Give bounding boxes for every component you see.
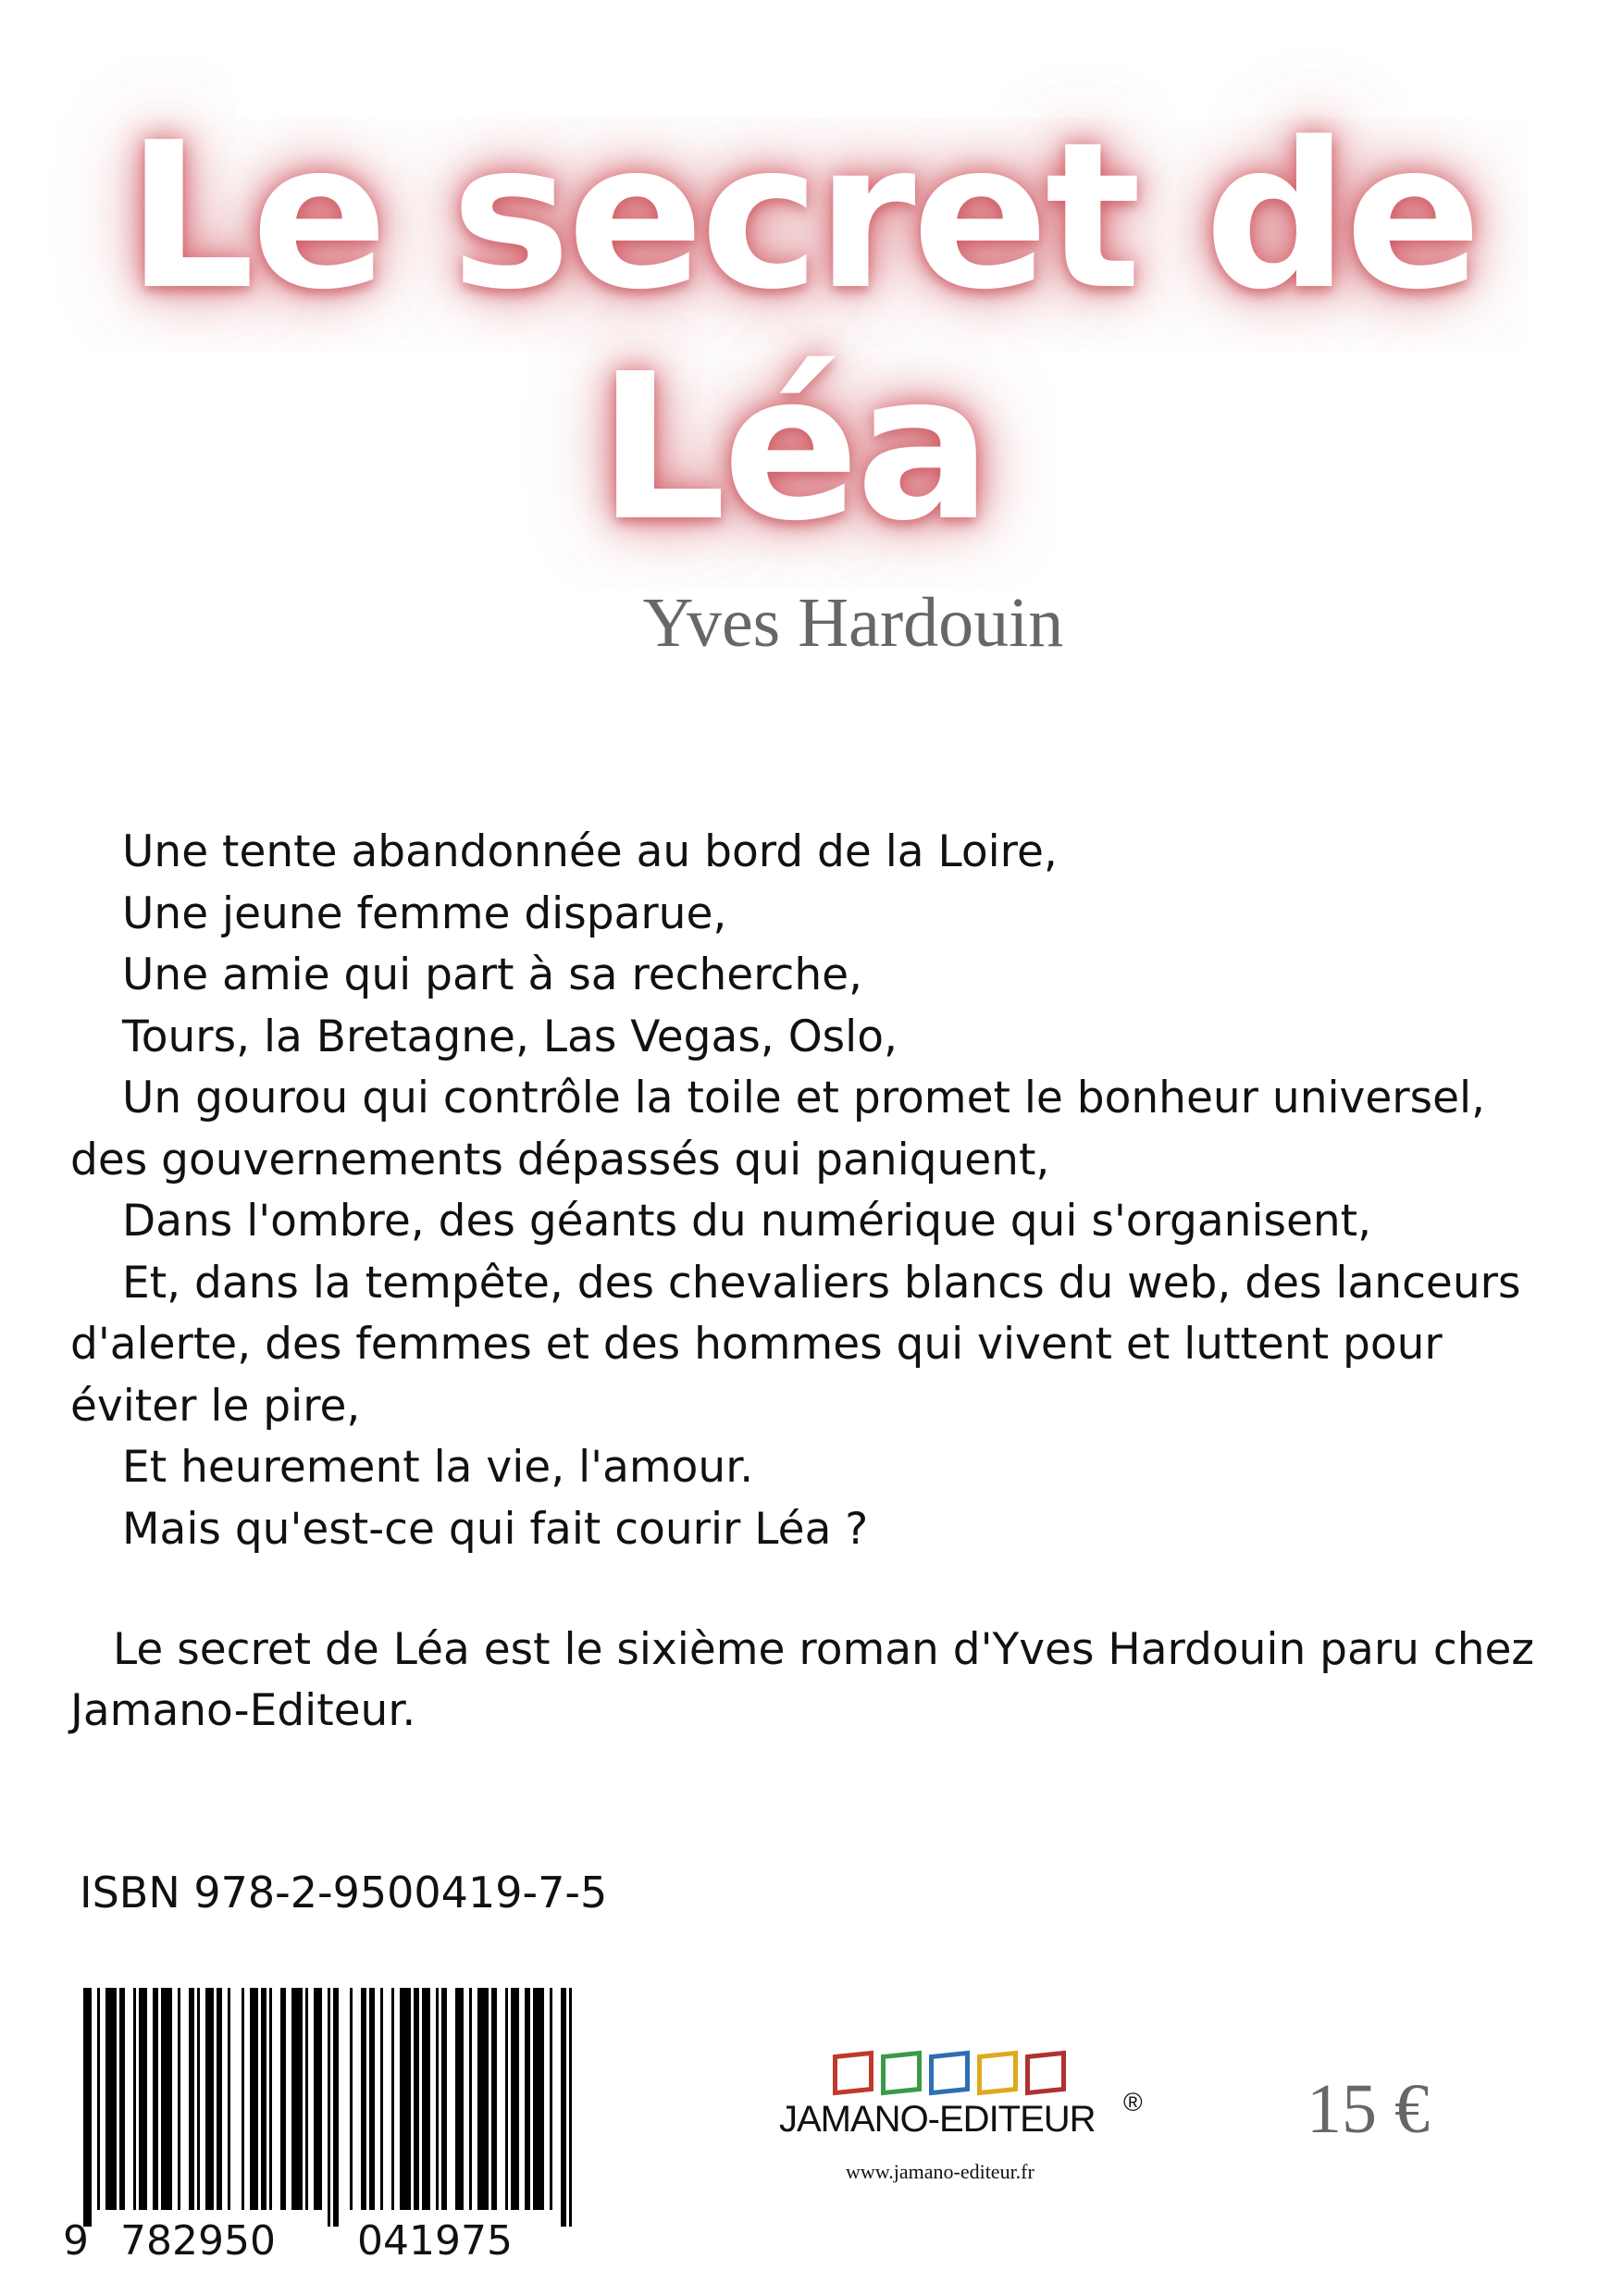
- blurb-line: Et heurement la vie, l'amour.: [122, 1442, 754, 1493]
- barcode-digit-prefix: 9: [63, 2217, 89, 2265]
- barcode-digits-right: 041975: [357, 2217, 513, 2265]
- author-name: Yves Hardouin: [642, 584, 1064, 662]
- barcode-bar: [242, 1988, 244, 2210]
- barcode-bar: [269, 1988, 272, 2210]
- blurb-line: Tours, la Bretagne, Las Vegas, Oslo,: [122, 1011, 898, 1062]
- barcode-digits-left: 782950: [120, 2217, 276, 2265]
- barcode-bar: [533, 1988, 544, 2210]
- barcode-bar: [422, 1988, 430, 2210]
- barcode-bar: [361, 1988, 366, 2210]
- book-title: [0, 102, 1623, 565]
- barcode-bar: [328, 1988, 330, 2227]
- barcode-bar: [380, 1988, 383, 2210]
- barcode-bar: [291, 1988, 303, 2210]
- barcode-bar: [228, 1988, 230, 2210]
- publisher-logo: [779, 2053, 1168, 2201]
- blurb-line: Une tente abandonnée au bord de la Loire,: [122, 826, 1058, 877]
- barcode-bar: [105, 1988, 117, 2210]
- isbn-label: ISBN 978-2-9500419-7-5: [80, 1868, 608, 1917]
- barcode-bar: [436, 1988, 439, 2210]
- barcode-bar: [391, 1988, 394, 2210]
- publisher-note: [70, 1620, 1569, 1742]
- logo-square: [977, 2051, 1018, 2096]
- blurb-line: Mais qu'est-ce qui fait courir Léa ?: [122, 1503, 869, 1555]
- barcode-bar: [505, 1988, 508, 2210]
- registered-mark: ®: [1123, 2088, 1143, 2116]
- barcode-bar: [119, 1988, 125, 2210]
- barcode-bar: [139, 1988, 147, 2210]
- book-title-line-2: Léa: [598, 331, 988, 565]
- barcode-bar: [178, 1988, 180, 2210]
- barcode-bar: [477, 1988, 489, 2210]
- barcode-bar: [83, 1988, 92, 2227]
- barcode-bar: [97, 1988, 100, 2210]
- barcode-bar: [569, 1988, 572, 2227]
- logo-squares-icon: [833, 2053, 1066, 2093]
- barcode-bar: [369, 1988, 375, 2210]
- barcode: [63, 1988, 581, 2265]
- barcode-bars-icon: [63, 1988, 581, 2228]
- barcode-bar: [161, 1988, 172, 2210]
- barcode-bar: [400, 1988, 411, 2210]
- publisher-website: www.jamano-editeur.fr: [846, 2160, 1035, 2183]
- barcode-bar: [491, 1988, 497, 2210]
- back-cover-blurb: [70, 822, 1569, 1560]
- price-label: 15 €: [1307, 2070, 1430, 2148]
- barcode-bar: [133, 1988, 136, 2210]
- barcode-bar: [189, 1988, 194, 2210]
- barcode-bar: [217, 1988, 222, 2210]
- barcode-bar: [261, 1988, 266, 2210]
- publisher-note-text: Le secret de Léa est le sixième roman d'Yves Hardouin paru chez Jamano-Editeur.: [70, 1624, 1535, 1736]
- barcode-bar: [314, 1988, 322, 2210]
- barcode-bar: [550, 1988, 552, 2210]
- barcode-bar: [525, 1988, 530, 2210]
- barcode-bar: [333, 1988, 339, 2227]
- barcode-bar: [441, 1988, 447, 2210]
- barcode-bar: [469, 1988, 472, 2210]
- blurb-line: Une jeune femme disparue,: [122, 887, 727, 939]
- barcode-bar: [350, 1988, 353, 2210]
- barcode-bar: [153, 1988, 158, 2210]
- barcode-bar: [511, 1988, 519, 2210]
- logo-square: [1025, 2051, 1066, 2096]
- barcode-bar: [305, 1988, 308, 2210]
- publisher-name: JAMANO-EDITEUR: [779, 2099, 1096, 2140]
- logo-square: [881, 2051, 922, 2096]
- book-title-line-1: Le secret de: [126, 100, 1479, 334]
- blurb-line: Un gourou qui contrôle la toile et promet le bonheur universel, des gouvernements dépassés qui paniquent,: [70, 1073, 1485, 1185]
- barcode-bar: [250, 1988, 258, 2210]
- blurb-line: Dans l'ombre, des géants du numérique qui s'organisent,: [122, 1196, 1372, 1247]
- blurb-line: Et, dans la tempête, des chevaliers blancs du web, des lanceurs d'alerte, des femmes et des hommes qui vivent et luttent pour éviter le pire,: [70, 1257, 1521, 1432]
- barcode-bar: [280, 1988, 286, 2210]
- blurb-line: Une amie qui part à sa recherche,: [122, 949, 862, 1000]
- logo-square: [929, 2051, 970, 2096]
- barcode-bar: [205, 1988, 214, 2210]
- logo-square: [833, 2051, 873, 2096]
- barcode-bar: [561, 1988, 566, 2227]
- barcode-bar: [197, 1988, 200, 2210]
- barcode-bar: [414, 1988, 419, 2210]
- barcode-bar: [455, 1988, 464, 2210]
